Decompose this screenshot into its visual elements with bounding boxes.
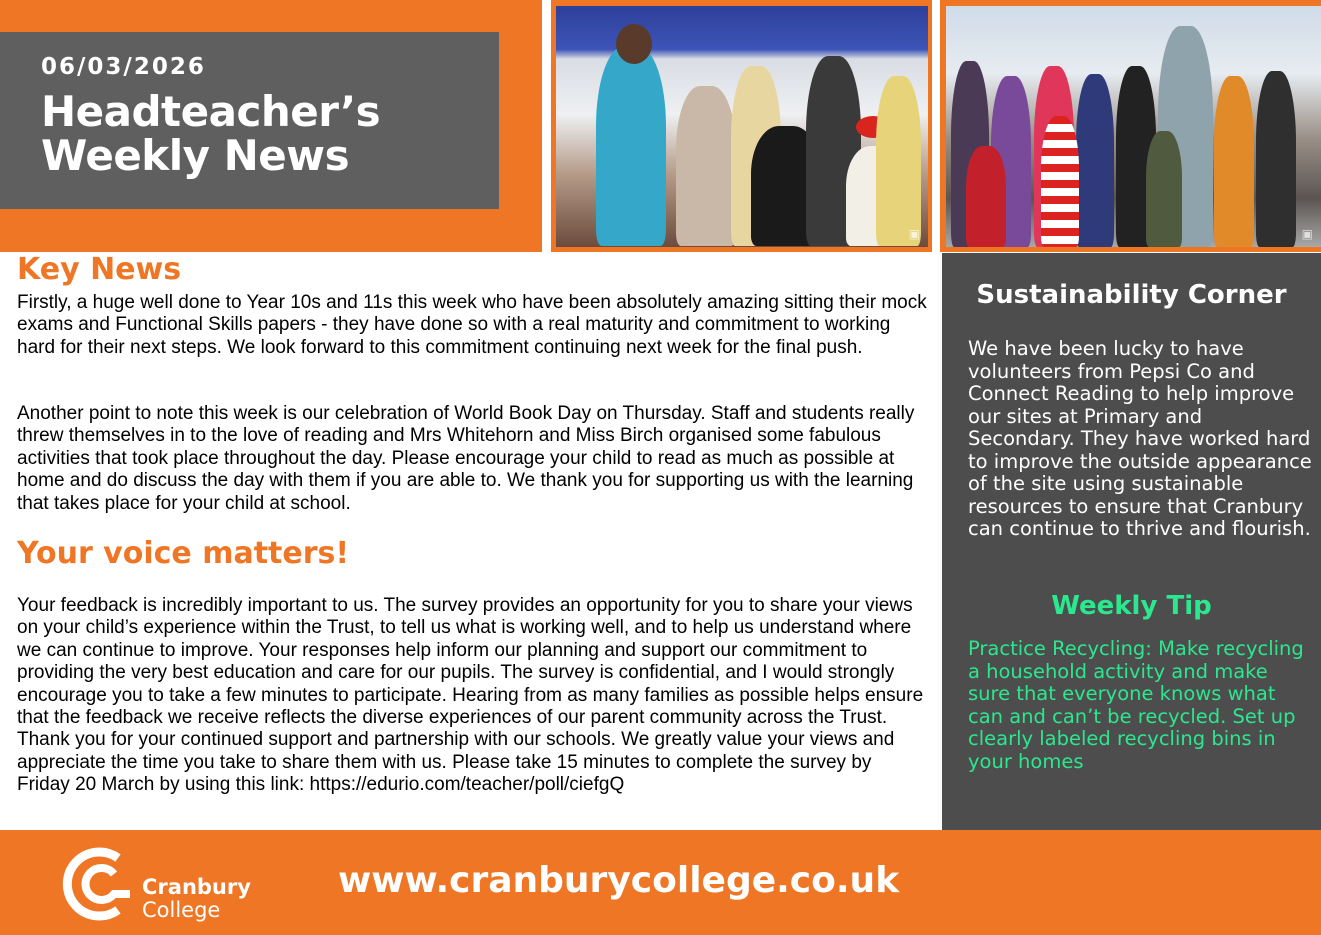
page-title-line2: Weekly News <box>41 131 350 180</box>
your-voice-heading: Your voice matters! <box>17 536 350 571</box>
photo-figure <box>966 146 1006 247</box>
sustainability-text: We have been lucky to have volunteers from Pepsi Co and Connect Reading to help improve our sites at Primary and Secondary. They have worked hard to improve the outside appearance of the site using sustainable resources to ensure that Cranbury can continue to thrive and flourish. <box>968 337 1312 540</box>
cranbury-college-logo <box>56 844 251 922</box>
key-news-paragraph-2: Another point to note this week is our celebration of World Book Day on Thursday. Staff and students really threw themselves in to the love of reading and Mrs Whitehorn and Miss Birch organised some fabulous activities that took place throughout the day. Please encourage your child to read as much as possible at home and do discuss the day with them if you are able to. We thank you for supporting us with the learning that takes place for your child at school. <box>17 403 915 514</box>
photo-figure <box>1041 116 1079 247</box>
image-icon: ▣ <box>1301 227 1313 241</box>
photo-figure <box>1214 76 1254 247</box>
key-news-paragraph-1: Firstly, a huge well done to Year 10s and 11s this week who have been absolutely amazing sitting their mock exams and Functional Skills papers - they have done so with a real maturity and commitment to working hard for their next steps. We look forward to this commitment continuing next week for the final push. <box>17 292 927 358</box>
photo-figure <box>1076 74 1114 247</box>
issue-date: 06/03/2026 <box>41 54 206 80</box>
photo-figure <box>876 76 921 246</box>
website-link[interactable]: www.cranburycollege.co.uk <box>338 860 900 901</box>
photo-figure <box>596 46 666 246</box>
photo-figure <box>676 86 736 246</box>
photo-head <box>616 24 652 64</box>
page-title-line1: Headteacher’s <box>41 87 381 136</box>
logo-name-line2: College <box>142 898 221 922</box>
key-news-heading: Key News <box>17 252 182 287</box>
world-book-day-photo-group <box>946 6 1321 247</box>
sustainability-heading: Sustainability Corner <box>976 280 1287 310</box>
sidebar <box>942 253 1321 830</box>
your-voice-paragraph: Your feedback is incredibly important to us. The survey provides an opportunity for you to share your views on your child’s experience within the Trust, to tell us what is working well, and to help us understand where we can continue to improve. Your responses help inform our planning and support our commitment to providing the very best education and care for our pupils. The survey is confidential, and I would strongly encourage you to take a few minutes to participate. Hearing from as many families as possible helps ensure that the feedback we receive reflects the diverse experiences of our parent community across the Trust. Thank you for your continued support and partnership with our schools. We greatly value your views and appreciate the time you take to share them with us. Please take 15 minutes to complete the survey by Friday 20 March by using this link: https://edurio.com/teacher/poll/ciefgQ <box>17 595 924 796</box>
page-title <box>41 87 499 180</box>
world-book-day-photo-staff <box>556 6 928 247</box>
image-icon: ▣ <box>908 227 920 241</box>
footer <box>0 830 1321 935</box>
photo-figure <box>1256 71 1296 247</box>
photo-figure <box>1146 131 1182 247</box>
logo-name-line1: Cranbury <box>142 875 251 899</box>
title-box <box>0 32 499 209</box>
weekly-tip-text: Practice Recycling: Make recycling a household activity and make sure that everyone knows what can and can’t be recycled. Set up clearly labeled recycling bins in your homes <box>968 637 1304 773</box>
weekly-tip-heading: Weekly Tip <box>1051 591 1212 621</box>
